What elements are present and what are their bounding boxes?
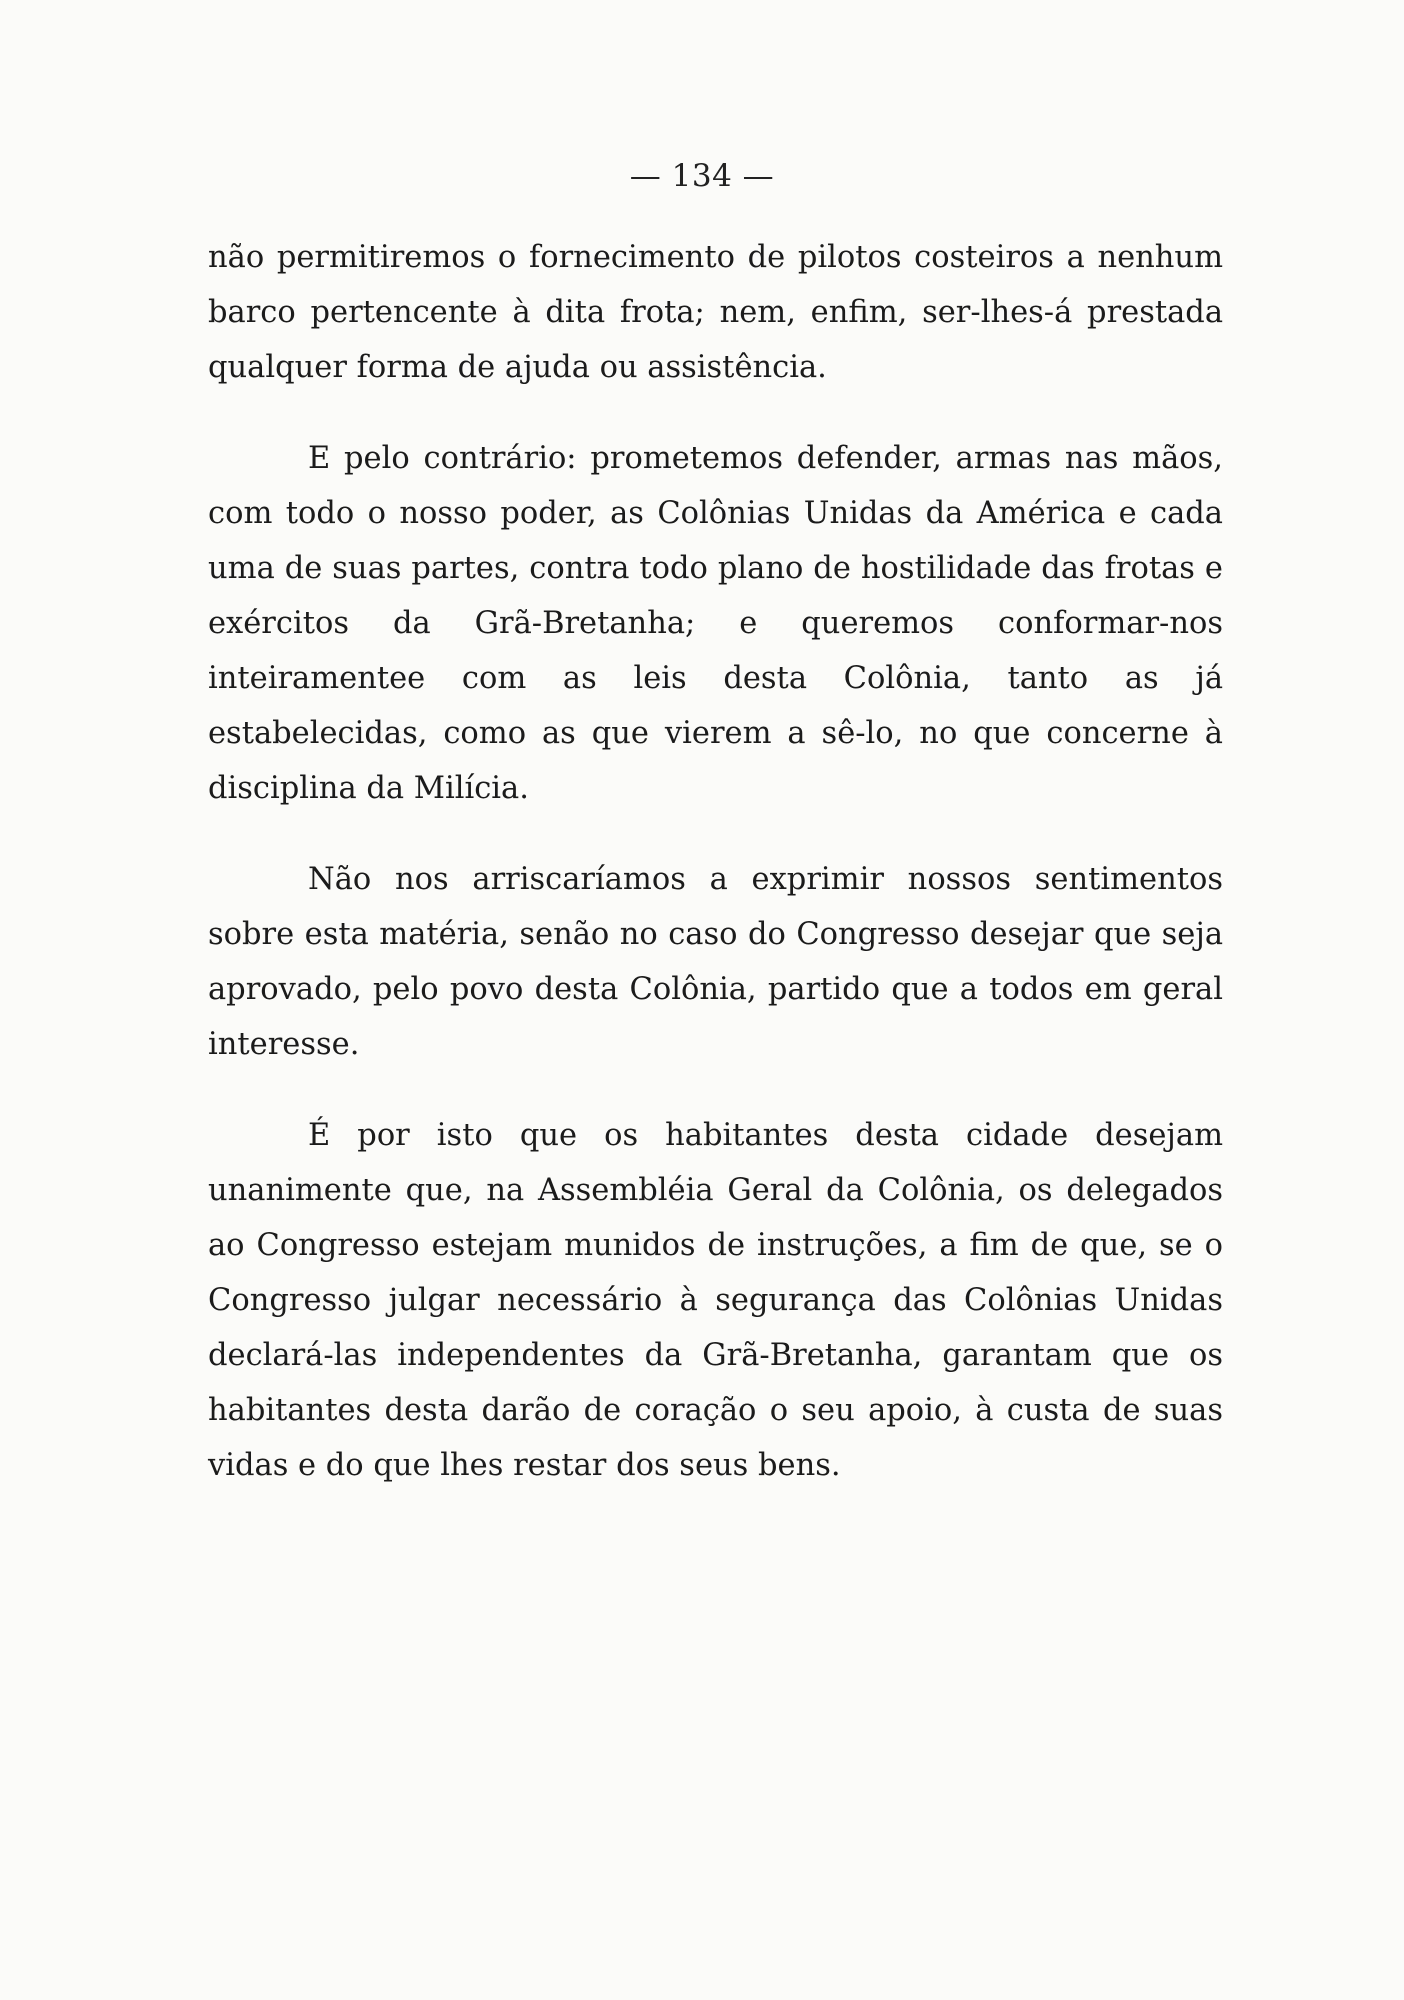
paragraph: E pelo contrário: prometemos defender, armas nas mãos, com todo o nosso poder, as Colônias Unidas da América e cada uma de suas partes, contra todo plano de hostilidade das frotas e exércitos da Grã-Bretanha; e queremos conformar-nos inteiramentee com as leis desta Colônia, tanto as já estabelecidas, como as que vierem a sê-lo, no que concerne à disciplina da Milícia.	[208, 441, 1223, 806]
body-text	[208, 230, 1223, 1529]
page-number: — 134 —	[629, 158, 775, 194]
paragraph: Não nos arriscaríamos a exprimir nossos sentimentos sobre esta matéria, senão no caso do Congresso desejar que seja aprovado, pelo povo desta Colônia, partido que a todos em geral interesse.	[208, 862, 1223, 1062]
paragraph: É por isto que os habitantes desta cidade desejam unanimente que, na Assembléia Geral da Colônia, os delegados ao Congresso estejam munidos de instruções, a fim de que, se o Congresso julgar necessário à segurança das Colônias Unidas declará-las independentes da Grã-Bretanha, garantam que os habitantes desta darão de coração o seu apoio, à custa de suas vidas e do que lhes restar dos seus bens.	[208, 1118, 1223, 1483]
paragraph-continuation: não permitiremos o fornecimento de pilotos costeiros a nenhum barco pertencente à dita frota; nem, enfim, ser-lhes-á prestada qualquer forma de ajuda ou assistência.	[208, 240, 1223, 385]
